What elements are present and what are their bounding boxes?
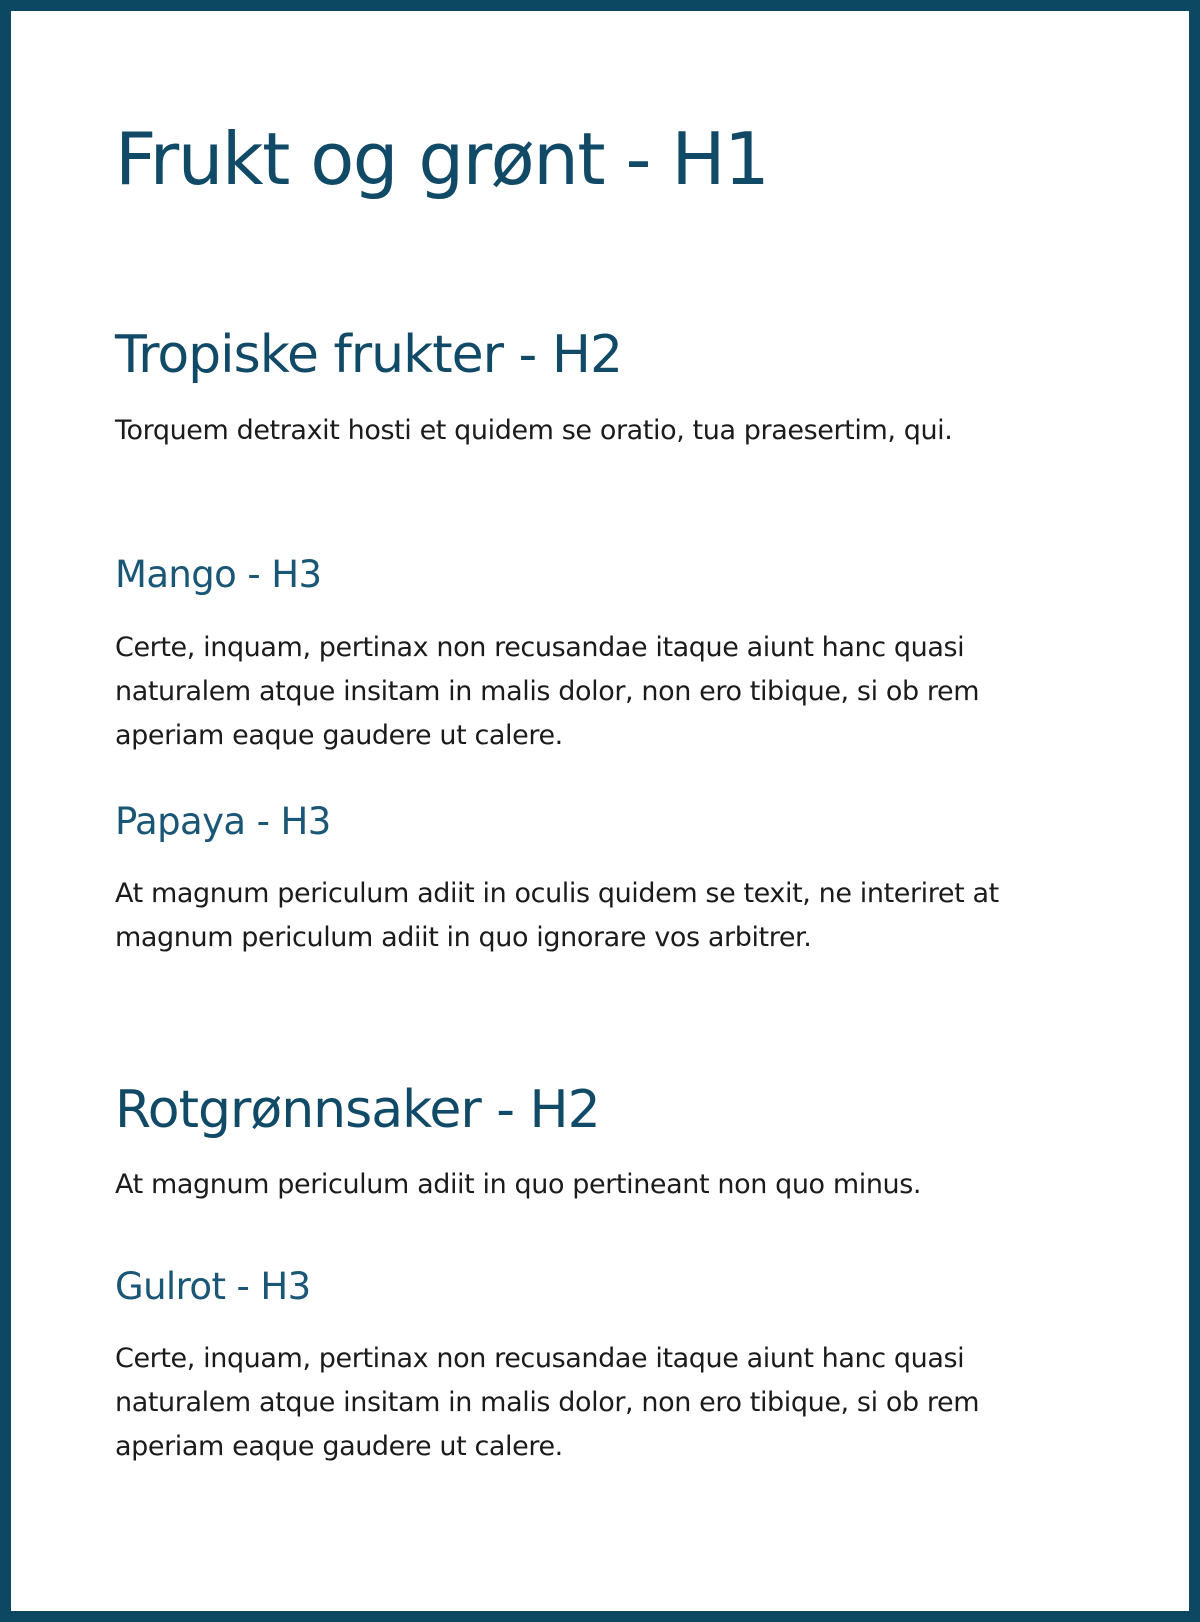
subsection-heading: Gulrot - H3 [115,1265,311,1308]
page-title: Frukt og grønt - H1 [115,117,769,201]
subsection-text: At magnum periculum adiit in oculis quidem se texit, ne interiret at magnum periculum adiit in quo ignorare vos arbitrer. [115,878,999,953]
section-intro: Torquem detraxit hosti et quidem se oratio, tua praesertim, qui. [115,415,953,446]
subsection-text: Certe, inquam, pertinax non recusandae itaque aiunt hanc quasi naturalem atque insitam in malis dolor, non ero tibique, si ob rem aperiam eaque gaudere ut calere. [115,632,980,751]
section-intro: At magnum periculum adiit in quo pertineant non quo minus. [115,1169,922,1200]
section-heading: Rotgrønnsaker - H2 [115,1080,600,1140]
subsection-heading: Mango - H3 [115,553,322,596]
subsection-text: Certe, inquam, pertinax non recusandae itaque aiunt hanc quasi naturalem atque insitam in malis dolor, non ero tibique, si ob rem aperiam eaque gaudere ut calere. [115,1343,980,1462]
document-page [11,11,1189,1611]
subsection-heading: Papaya - H3 [115,800,331,843]
section-heading: Tropiske frukter - H2 [115,325,623,385]
